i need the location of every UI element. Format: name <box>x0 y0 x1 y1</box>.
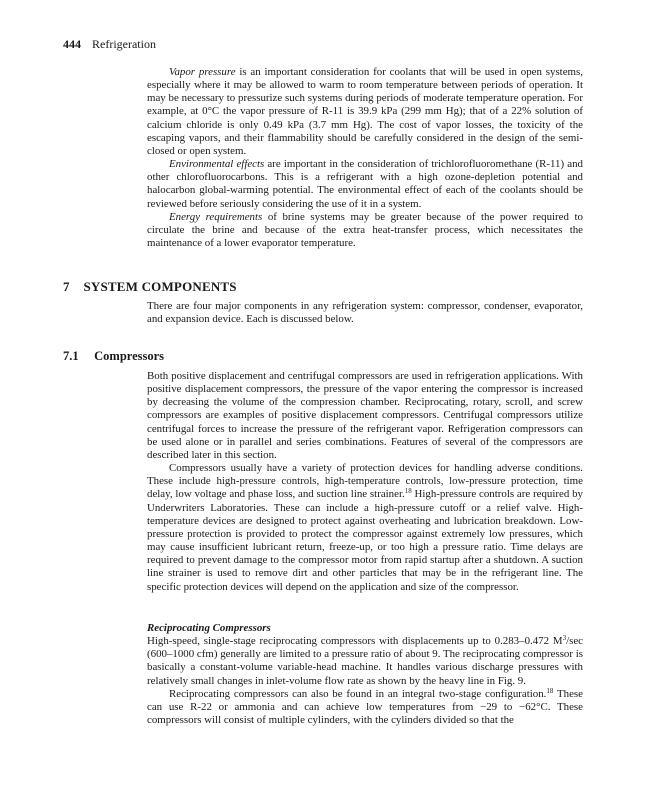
paragraph-text: Reciprocating compressors can also be found in an integral two-stage configuration. <box>169 687 547 700</box>
paragraph-text: is an important consideration for coolants that will be used in open systems, especially where it may be allowed to warm to room temperature between periods of operation. It may be necessary to pressurize such systems during periods of moderate temperature operation. For example, at 0°C the vapor pressure of R-11 is 39.9 kPa (299 mm Hg); that of a 22% solution of calcium chloride is only 0.49 kPa (3.7 mm Hg). The cost of vapor losses, the toxicity of the escaping vapors, and their flammability should be carefully considered in the design of the semi-closed or open system. <box>147 66 583 157</box>
reference-superscript: 18 <box>546 686 554 695</box>
term-vapor-pressure: Vapor pressure <box>169 66 236 78</box>
paragraph-compressor-types: Both positive displacement and centrifugal compressors are used in refrigeration applications. With positive displacement compressors, the pressure of the vapor entering the compressor is increased by decreasing the volume of the compression chamber. Reciprocating, rotary, scroll, and screw compressors are examples of positive displacement compressors. Centrifugal compressors utilize centrifugal forces to increase the pressure of the refrigerant vapor. Refrigeration compressors can be used alone or in parallel and series combinations. Features of several of the compressors are described later in this section. <box>147 370 583 461</box>
section-number: 7 <box>63 279 70 294</box>
paragraph-reciprocating-two-stage <box>147 688 583 727</box>
running-title: Refrigeration <box>92 37 156 51</box>
paragraph-text: High-pressure controls are required by Underwriters Laboratories. These can include a high-pressure cutoff or a relief valve. High-temperature devices are designed to protect against overheating and lubrication breakdown. Low-pressure protection is provided to protect the compressor against extremely low pressures, which may cause insufficient lubricant return, freeze-up, or too high a pressure ratio. Time delays are required to prevent damage to the compressor motor from rapid startup after a shutdown. A suction line strainer is used to remove dirt and other particles that may be in the refrigerant line. The specific protection devices will depend on the application and size of the compressor. <box>147 488 583 593</box>
page-number: 444 <box>63 37 81 51</box>
paragraph-vapor-pressure <box>147 66 583 158</box>
paragraph-text: High-speed, single-stage reciprocating compressors with displacements up to 0.283–0.472 M <box>147 635 563 648</box>
compressors-block <box>147 370 583 594</box>
section7-block <box>147 300 583 326</box>
heading-reciprocating-compressors: Reciprocating Compressors <box>147 622 271 634</box>
paragraph-text: Compressors usually have a variety of protection devices for handling adverse conditions. These include high-pressure controls, high-temperature controls, low-pressure protection, time delay, low voltage and phase loss, and suction line strainer. <box>147 462 583 501</box>
intro-block <box>147 66 583 250</box>
paragraph-text: are important in the consideration of trichlorofluoromethane (R-11) and other chlorofluorocarbons. This is a refrigerant with a high ozone-depletion potential and halocarbon global-warming potential. The environmental effect of each of the coolants should be reviewed before seriously considering the use of it in a system. <box>147 158 583 210</box>
paragraph-energy-requirements <box>147 211 583 250</box>
paragraph-text: of brine systems may be greater because of the power required to circulate the brine and because of the extra heat-transfer process, which necessitates the maintenance of a lower evaporator temperature. <box>147 210 583 250</box>
section-heading-system-components <box>63 279 237 295</box>
paragraph-system-components: There are four major components in any refrigeration system: compressor, condenser, evaporator, and expansion device. Each is discussed below. <box>147 300 583 326</box>
term-energy-requirements: Energy requirements <box>169 210 263 223</box>
reciprocating-block <box>147 622 583 727</box>
paragraph-environmental-effects <box>147 158 583 211</box>
paragraph-text: /sec (600–1000 cfm) generally are limited to a pressure ratio of about 9. The reciprocating compressor is basically a constant-volume variable-head machine. It handles various discharge pressures with relatively small changes in inlet-volume flow rate as shown by the heavy line in Fig. 9. <box>147 635 583 687</box>
reference-superscript: 18 <box>404 487 412 496</box>
subsection-number: 7.1 <box>63 349 79 363</box>
exponent-superscript: 3 <box>562 634 567 643</box>
paragraph-text: These can use R-22 or ammonia and can achieve low temperatures from −29 to −62°C. These compressors will consist of multiple cylinders, with the cylinders divided so that the <box>147 687 584 727</box>
section-title: SYSTEM COMPONENTS <box>83 279 237 294</box>
running-head <box>63 37 156 52</box>
subsection-title: Compressors <box>94 349 165 363</box>
term-environmental-effects: Environmental effects <box>169 158 265 171</box>
subsection-heading-compressors <box>63 349 164 364</box>
paragraph-reciprocating-single-stage <box>147 635 583 688</box>
paragraph-protection-devices <box>147 462 583 594</box>
